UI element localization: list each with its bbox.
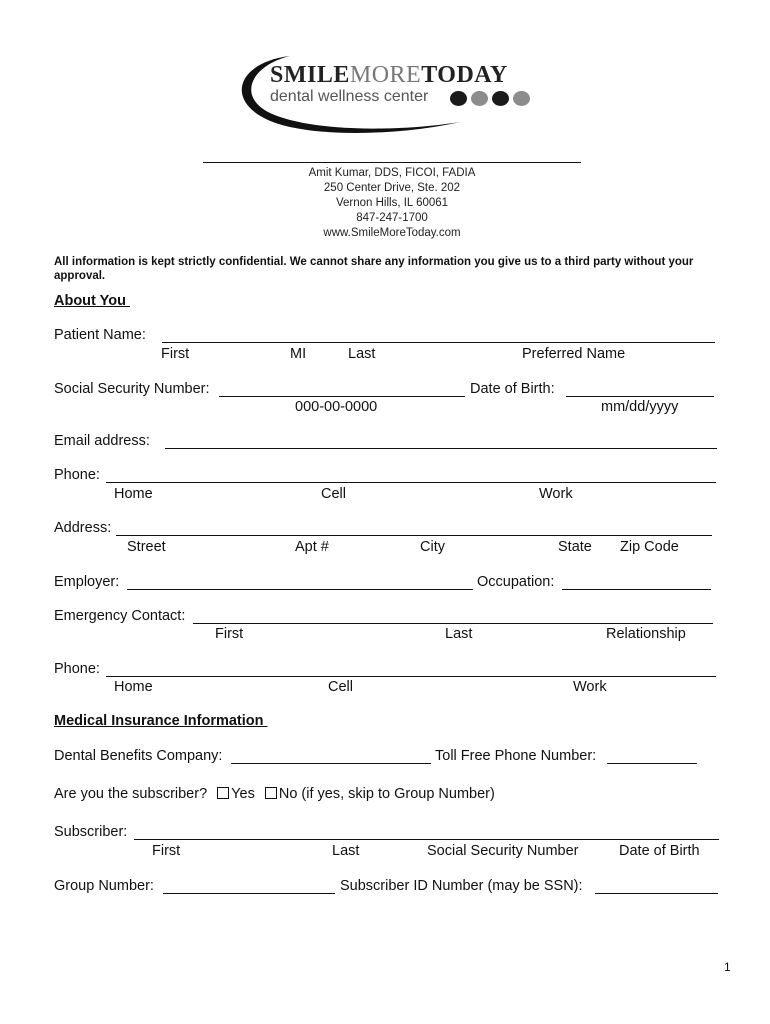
occupation-field[interactable] [562,589,711,590]
logo-brand: SMILEMORETODAY [270,62,508,88]
subscriber-ssn-sublabel: Social Security Number [427,843,579,859]
practice-logo [228,48,558,140]
subscriber-field[interactable] [134,839,719,840]
practice-address [203,166,581,241]
subscriber-dob-sublabel: Date of Birth [619,843,700,859]
emergency-phone-home-sublabel: Home [114,679,153,695]
address-zip-sublabel: Zip Code [620,539,679,555]
address-line-website: www.SmileMoreToday.com [323,227,461,239]
occupation-label: Occupation: [477,574,555,590]
emergency-contact-field[interactable] [193,623,713,624]
address-field[interactable] [116,535,712,536]
phone-label: Phone: [54,467,100,483]
subscriber-yes-checkbox[interactable] [217,787,229,799]
phone-work-sublabel: Work [539,486,573,502]
subscriber-no-checkbox[interactable] [265,787,277,799]
dental-benefits-company-label: Dental Benefits Company: [54,748,223,764]
toll-free-phone-label: Toll Free Phone Number: [435,748,597,764]
subscriber-question [54,786,495,802]
employer-label: Employer: [54,574,120,590]
address-line-street: 250 Center Drive, Ste. 202 [323,182,461,194]
logo-dots [450,91,530,106]
patient-name-label: Patient Name: [54,327,146,343]
subscriber-yes-label: Yes [231,786,255,802]
address-line-city: Vernon Hills, IL 60061 [335,197,449,209]
address-line-phone: 847-247-1700 [356,212,428,224]
patient-mi-sublabel: MI [290,346,307,362]
page-number: 1 [724,960,731,974]
logo-dot-4 [513,91,530,106]
address-street-sublabel: Street [127,539,166,555]
logo-dot-3 [492,91,509,106]
subscriber-question-label: Are you the subscriber? [54,786,208,802]
toll-free-phone-field[interactable] [607,763,697,764]
patient-name-field[interactable] [162,342,715,343]
subscriber-id-field[interactable] [595,893,718,894]
patient-last-sublabel: Last [348,346,376,362]
subscriber-no-label: No (if yes, skip to Group Number) [278,786,495,802]
dob-field[interactable] [566,396,714,397]
patient-preferred-sublabel: Preferred Name [522,346,626,362]
group-number-label: Group Number: [54,878,154,894]
ssn-format-hint: 000-00-0000 [295,399,378,415]
confidentiality-notice: All information is kept strictly confidential. We cannot share any information you give us to a third party without your approval. [54,256,694,282]
address-apt-sublabel: Apt # [295,539,329,555]
subscriber-id-label: Subscriber ID Number (may be SSN): [340,878,583,894]
logo-tagline: dental wellness center [270,88,429,105]
dob-label: Date of Birth: [470,381,555,397]
section-heading-about: About You [54,293,130,309]
dental-benefits-company-field[interactable] [231,763,431,764]
ssn-label: Social Security Number: [54,381,210,397]
employer-field[interactable] [127,589,473,590]
subscriber-last-sublabel: Last [332,843,360,859]
emergency-phone-cell-sublabel: Cell [328,679,353,695]
email-label: Email address: [54,433,150,449]
emergency-phone-label: Phone: [54,661,100,677]
patient-first-sublabel: First [161,346,190,362]
phone-field[interactable] [106,482,716,483]
emergency-last-sublabel: Last [445,626,473,642]
address-state-sublabel: State [558,539,592,555]
ssn-field[interactable] [219,396,465,397]
email-field[interactable] [165,448,717,449]
emergency-phone-field[interactable] [106,676,716,677]
logo-dot-2 [471,91,488,106]
dob-format-hint: mm/dd/yyyy [601,399,679,415]
group-number-field[interactable] [163,893,335,894]
phone-cell-sublabel: Cell [321,486,346,502]
subscriber-label: Subscriber: [54,824,128,840]
section-heading-insurance: Medical Insurance Information [54,713,268,729]
emergency-contact-label: Emergency Contact: [54,608,186,624]
address-label: Address: [54,520,112,536]
emergency-relationship-sublabel: Relationship [606,626,686,642]
logo-dot-1 [450,91,467,106]
header-divider [203,162,581,163]
address-city-sublabel: City [420,539,445,555]
subscriber-first-sublabel: First [152,843,181,859]
phone-home-sublabel: Home [114,486,153,502]
address-line-doctor: Amit Kumar, DDS, FICOI, FADIA [308,167,476,179]
emergency-first-sublabel: First [215,626,244,642]
emergency-phone-work-sublabel: Work [573,679,607,695]
